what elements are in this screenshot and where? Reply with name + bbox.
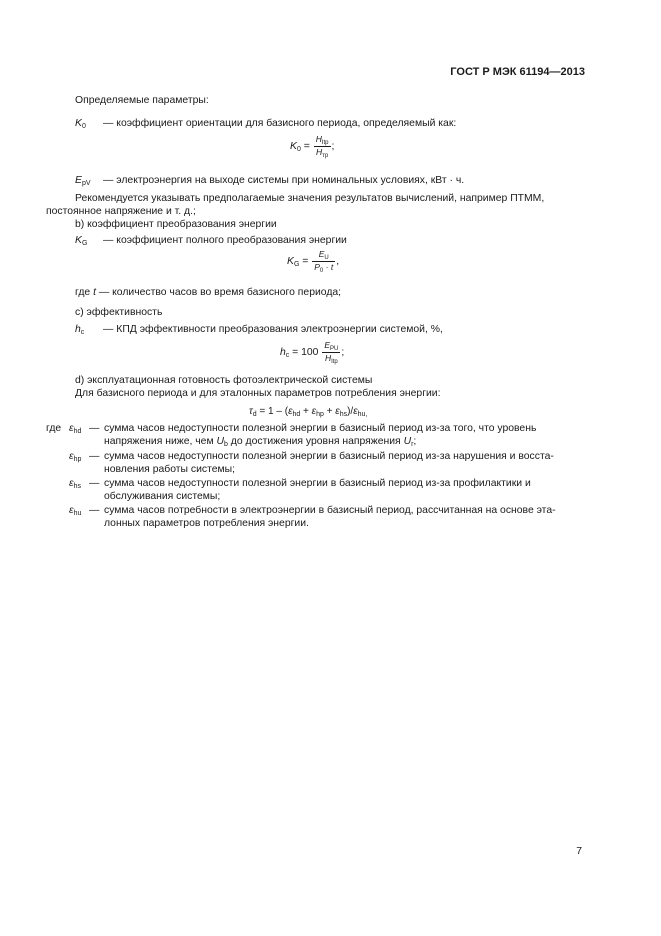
kg-fraction: $\frac{E_U}{P_0 \cdot t}$: [314, 249, 334, 274]
k0-fraction: $\frac{H_{Itp}}{H_{тр}}$: [315, 134, 329, 159]
recommendation-line-1: Рекомендуется указывать предполагаемые значения результатов вычислений, например ПТММ,: [75, 193, 545, 204]
def-hd-line-2: напряжения ниже, чем $U_b$ до достижения уровня напряжения $U_r$;: [104, 436, 417, 448]
t-definition: где t — количество часов во время базисного периода;: [75, 287, 342, 298]
hc-fraction: $\frac{E_{PU}}{H_{Itp}}$: [324, 340, 339, 365]
epv-definition: — электроэнергия на выходе системы при номинальных условиях, кВт · ч.: [103, 175, 465, 186]
section-d-intro: Для базисного периода и для эталонных параметров потребления энергии:: [75, 388, 441, 399]
section-b-label: b) коэффициент преобразования энергии: [75, 219, 277, 230]
def-hd-symbol: $\varepsilon_{hd}$: [69, 423, 82, 435]
def-hp-line-2: новления работы системы;: [104, 464, 235, 475]
availability-formula: $\tau_d = 1 - (\varepsilon_{hd} + \varepsilon_{hp} + \varepsilon_{hs})/\varepsilon_{hu,}$: [249, 406, 368, 418]
def-hs-symbol: $\varepsilon_{hs}$: [69, 478, 81, 490]
def-hu-symbol: $\varepsilon_{hu}$: [69, 505, 82, 517]
def-hu-line-1: сумма часов потребности в электроэнергии в базисный период, рассчитанная на основе эта-: [104, 505, 556, 516]
def-hp-line-1: сумма часов недоступности полезной энергии в базисный период из-за нарушения и восста-: [104, 451, 554, 462]
kg-formula: $K_G$ = $\frac{E_U}{P_0 \cdot t}$ ,: [287, 249, 340, 274]
k0-symbol: $K_0$: [75, 118, 86, 130]
def-hd-line-1: сумма часов недоступности полезной энергии в базисный период из-за того, что уровень: [104, 423, 537, 434]
def-hp-symbol: $\varepsilon_{hp}$: [69, 451, 82, 463]
def-hu-dash: —: [89, 505, 100, 516]
kg-symbol: $K_G$: [75, 235, 88, 247]
kg-definition: — коэффициент полного преобразования энергии: [103, 235, 347, 246]
epv-symbol: $E_{pV}$: [75, 175, 91, 187]
defs-prefix: где: [46, 423, 62, 434]
def-hp-dash: —: [89, 451, 100, 462]
intro-text: Определяемые параметры:: [75, 95, 209, 106]
k0-formula: $K_0$ = $\frac{H_{Itp}}{H_{тр}}$ ;: [290, 134, 335, 159]
hc-definition: — КПД эффективности преобразования электроэнергии системой, %,: [103, 324, 443, 335]
def-hd-dash: —: [89, 423, 100, 434]
def-hu-line-2: лонных параметров потребления энергии.: [104, 518, 309, 529]
hc-formula: $h_c = 100$ $\frac{E_{PU}}{H_{Itp}}$ ;: [280, 340, 345, 365]
page-number: 7: [576, 846, 582, 857]
def-hs-dash: —: [89, 478, 100, 489]
hc-symbol: $h_c$: [75, 324, 85, 336]
def-hs-line-1: сумма часов недоступности полезной энергии в базисный период из-за профилактики и: [104, 478, 531, 489]
section-c-label: c) эффективность: [75, 307, 163, 318]
k0-definition: — коэффициент ориентации для базисного периода, определяемый как:: [103, 118, 457, 129]
section-d-label: d) эксплуатационная готовность фотоэлектрической системы: [75, 375, 373, 386]
document-header: ГОСТ Р МЭК 61194—2013: [450, 66, 585, 78]
recommendation-line-2: постоянное напряжение и т. д.;: [46, 206, 196, 217]
def-hs-line-2: обслуживания системы;: [104, 491, 221, 502]
